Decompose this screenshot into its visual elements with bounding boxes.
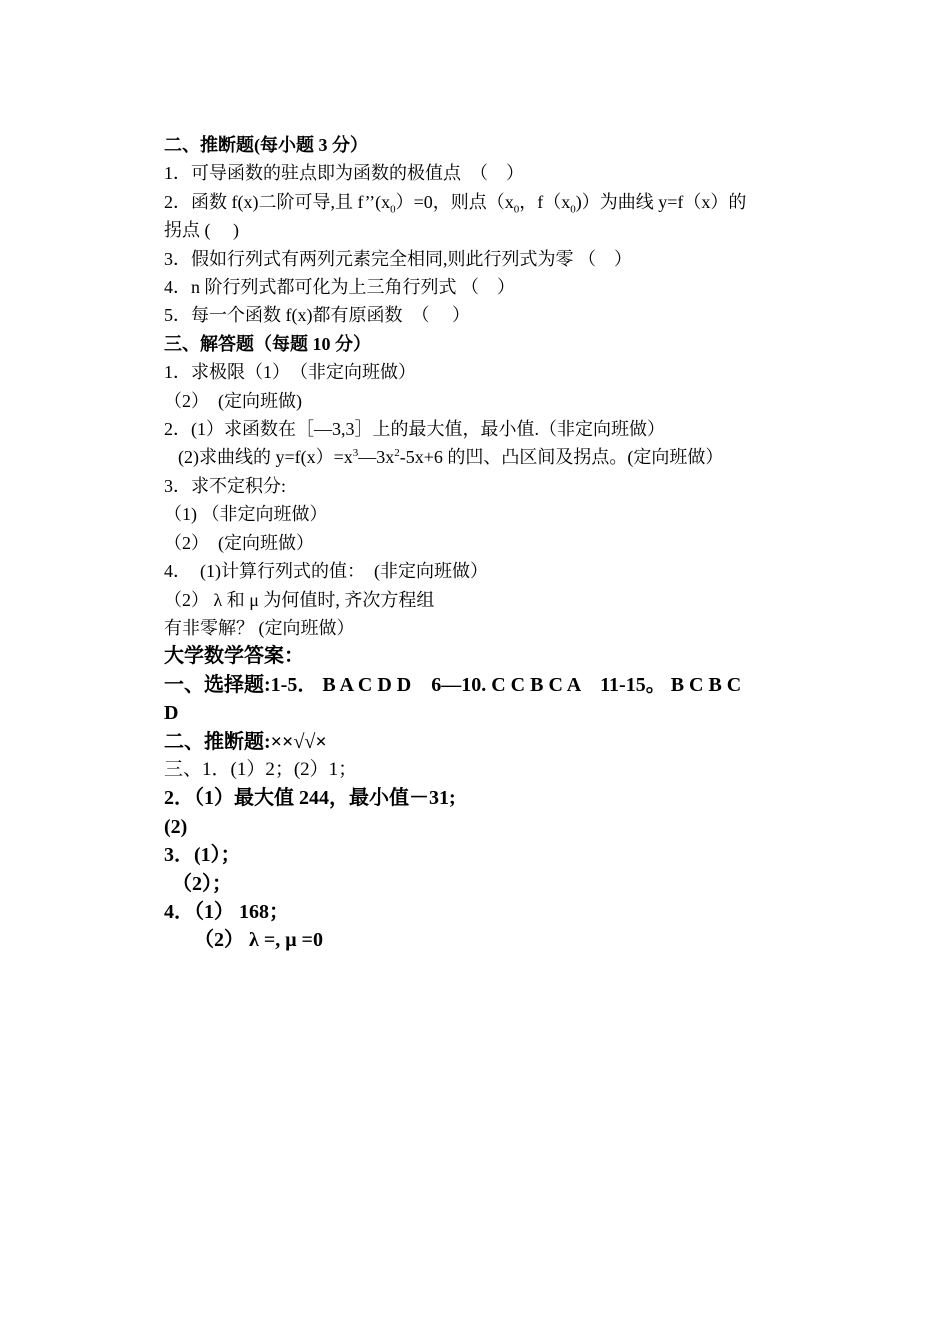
solve-problem-1-2: （2） (定向班做): [164, 390, 302, 411]
judge-question-2: [164, 188, 804, 216]
judge-section-heading: 二、推断题(每小题 3 分）: [164, 135, 368, 155]
solve-problem-2-1: 2．(1）求函数在［—3,3］上的最大值，最小值.（非定向班做）: [164, 419, 665, 440]
answers-heading: 大学数学答案：: [164, 645, 304, 668]
subscript: 0: [570, 203, 576, 216]
solve-problem-3-2: （2） (定向班做）: [164, 532, 314, 553]
solve-problem-4-3: 有非零解？ (定向班做）: [164, 617, 355, 638]
judge-question-1: 1．可导函数的驻点即为函数的极值点 （ ）: [164, 163, 524, 184]
solve-problem-3-1: （1) （非定向班做）: [164, 504, 328, 525]
judge-q2-text-d: )）为曲线 y=f（x）的: [575, 191, 747, 212]
p2-2-text-b: —3x: [358, 447, 395, 468]
solve-problem-4-1: 4． (1)计算行列式的值： (非定向班做）: [164, 561, 488, 582]
document-body: [164, 131, 804, 955]
superscript: 2: [394, 447, 400, 460]
judge-question-3: 3．假如行列式有两列元素完全相同,则此行列式为零 （ ）: [164, 248, 632, 269]
judge-question-5: 5．每一个函数 f(x)都有原函数 （ ）: [164, 305, 470, 326]
answer-choice-line-1: 一、选择题:1-5． B A C D D 6—10. C C B C A 11-15。 B C B C: [164, 673, 742, 696]
judge-q2-text-b: ）=0，则点（x: [395, 191, 514, 212]
answer-judge: 二、推断题:××√√×: [164, 730, 327, 753]
answer-solve-2-2: (2): [164, 815, 188, 838]
subscript: 0: [390, 203, 396, 216]
judge-q2-text-a: 2．函数 f(x)二阶可导,且 f’’(x: [164, 191, 391, 212]
answer-solve-3-1: 3．(1）；: [164, 844, 241, 867]
superscript: 3: [352, 447, 359, 460]
solve-problem-4-2: （2） λ 和 μ 为何值时, 齐次方程组: [164, 589, 435, 610]
answer-solve-4-1: 4．（1） 168；: [164, 900, 289, 923]
solve-problem-3: 3．求不定积分:: [164, 475, 287, 496]
subscript: 0: [513, 203, 520, 216]
p2-2-text-c: -5x+6 的凹、凸区间及拐点。(定向班做）: [399, 447, 724, 468]
judge-q2-text-c: ，f（x: [519, 191, 571, 212]
answer-choice-line-2: D: [164, 702, 179, 725]
solve-problem-2-2: [164, 443, 804, 471]
solve-problem-1-1: 1．求极限（1） （非定向班做）: [164, 362, 416, 383]
p2-2-text-a: (2)求曲线的 y=f(x）=x: [178, 447, 353, 468]
judge-question-4: 4．n 阶行列式都可化为上三角行列式 （ ）: [164, 277, 515, 298]
judge-question-2-cont: 拐点 ( ): [164, 220, 239, 241]
answer-solve-4-2: （2） λ =, μ =0: [194, 929, 323, 952]
solve-section-heading: 三、解答题（每题 10 分）: [164, 333, 371, 354]
answer-solve-3-2: （2）；: [172, 872, 232, 895]
answer-solve-1: 三、1．(1）2；(2）1；: [164, 758, 358, 780]
answer-solve-2: 2．（1）最大值 244，最小值－31;: [164, 787, 456, 810]
